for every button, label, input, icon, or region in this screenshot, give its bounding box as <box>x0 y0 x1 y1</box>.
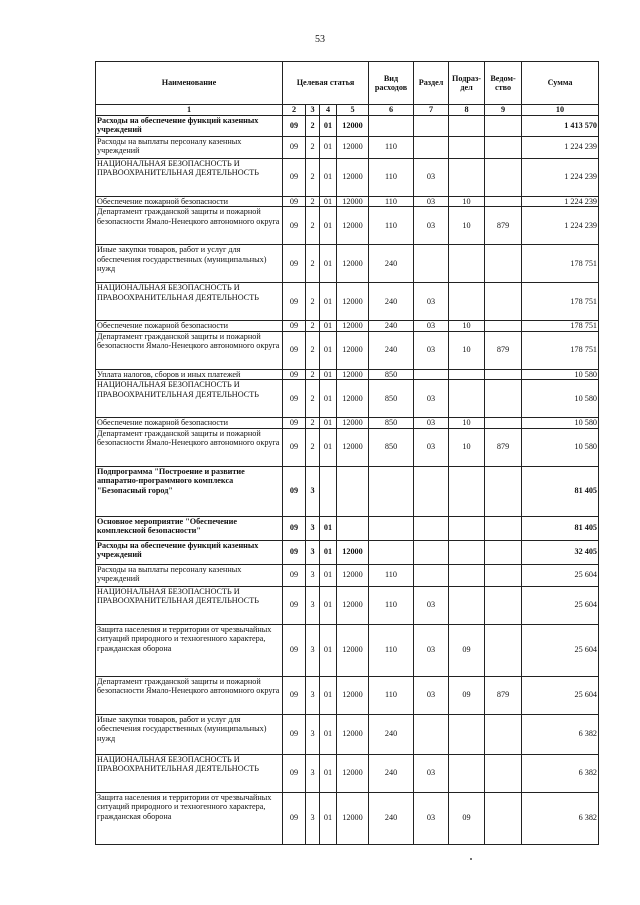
col-number: 3 <box>306 105 320 116</box>
row-section: 03 <box>414 586 449 624</box>
row-code-b: 3 <box>306 466 320 516</box>
table-row <box>96 418 599 429</box>
col-number: 8 <box>449 105 485 116</box>
row-subsection <box>449 158 485 196</box>
row-code-a: 09 <box>283 136 306 158</box>
row-expense-type <box>369 516 414 540</box>
row-sum: 1 413 570 <box>522 115 599 136</box>
row-section: 03 <box>414 158 449 196</box>
row-code-c: 01 <box>320 516 337 540</box>
header-section: Раздел <box>414 62 449 105</box>
row-expense-type: 110 <box>369 564 414 586</box>
row-sum: 10 580 <box>522 380 599 418</box>
row-section <box>414 245 449 283</box>
row-code-a: 09 <box>283 321 306 332</box>
row-code-d: 12000 <box>337 158 369 196</box>
row-name: Иные закупки товаров, работ и услуг для обеспечения государственных (муниципальных) нужд <box>96 714 283 754</box>
row-code-d: 12000 <box>337 115 369 136</box>
row-name: Иные закупки товаров, работ и услуг для обеспечения государственных (муниципальных) нужд <box>96 245 283 283</box>
row-code-a: 09 <box>283 564 306 586</box>
row-expense-type: 240 <box>369 792 414 844</box>
row-sum: 25 604 <box>522 676 599 714</box>
row-sum: 81 405 <box>522 466 599 516</box>
header-name: Наименование <box>96 62 283 105</box>
row-code-d: 12000 <box>337 136 369 158</box>
row-subsection <box>449 516 485 540</box>
row-code-c: 01 <box>320 540 337 564</box>
row-name: Расходы на выплаты персоналу казенных учреждений <box>96 564 283 586</box>
row-subsection: 09 <box>449 792 485 844</box>
row-department: 879 <box>485 331 522 369</box>
row-code-d <box>337 516 369 540</box>
row-subsection <box>449 245 485 283</box>
table-row <box>96 624 599 676</box>
table-row <box>96 158 599 196</box>
row-department <box>485 586 522 624</box>
row-code-a: 09 <box>283 207 306 245</box>
row-code-a: 09 <box>283 369 306 380</box>
row-code-b: 2 <box>306 331 320 369</box>
row-code-b: 3 <box>306 586 320 624</box>
row-expense-type: 240 <box>369 331 414 369</box>
row-code-c: 01 <box>320 624 337 676</box>
row-code-d: 12000 <box>337 540 369 564</box>
row-code-b: 2 <box>306 283 320 321</box>
row-department <box>485 466 522 516</box>
row-name: Департамент гражданской защиты и пожарной безопасности Ямало-Ненецкого автономного округа <box>96 676 283 714</box>
row-department <box>485 754 522 792</box>
row-code-d: 12000 <box>337 283 369 321</box>
row-code-a: 09 <box>283 466 306 516</box>
table-row <box>96 321 599 332</box>
row-code-d: 12000 <box>337 245 369 283</box>
row-expense-type: 110 <box>369 586 414 624</box>
row-expense-type: 110 <box>369 624 414 676</box>
col-number: 5 <box>337 105 369 116</box>
row-code-a: 09 <box>283 676 306 714</box>
row-department <box>485 380 522 418</box>
row-subsection <box>449 369 485 380</box>
row-name: Подпрограмма "Построение и развитие аппаратно-программного комплекса "Безопасный город" <box>96 466 283 516</box>
row-expense-type <box>369 115 414 136</box>
row-department <box>485 196 522 207</box>
row-subsection: 10 <box>449 428 485 466</box>
row-code-a: 09 <box>283 516 306 540</box>
row-name: НАЦИОНАЛЬНАЯ БЕЗОПАСНОСТЬ И ПРАВООХРАНИТЕЛЬНАЯ ДЕЯТЕЛЬНОСТЬ <box>96 380 283 418</box>
row-code-c: 01 <box>320 158 337 196</box>
row-department <box>485 540 522 564</box>
table-row <box>96 136 599 158</box>
row-name: НАЦИОНАЛЬНАЯ БЕЗОПАСНОСТЬ И ПРАВООХРАНИТЕЛЬНАЯ ДЕЯТЕЛЬНОСТЬ <box>96 158 283 196</box>
row-code-d: 12000 <box>337 418 369 429</box>
row-department: 879 <box>485 676 522 714</box>
row-code-b: 3 <box>306 624 320 676</box>
row-section <box>414 369 449 380</box>
row-code-a: 09 <box>283 115 306 136</box>
row-code-b: 2 <box>306 369 320 380</box>
row-subsection <box>449 380 485 418</box>
row-department <box>485 245 522 283</box>
row-department <box>485 115 522 136</box>
table-row <box>96 564 599 586</box>
col-number: 2 <box>283 105 306 116</box>
scan-dot <box>470 858 472 860</box>
row-code-a: 09 <box>283 792 306 844</box>
row-name: Обеспечение пожарной безопасности <box>96 418 283 429</box>
row-sum: 1 224 239 <box>522 136 599 158</box>
row-subsection: 09 <box>449 624 485 676</box>
row-sum: 25 604 <box>522 564 599 586</box>
table-row <box>96 586 599 624</box>
row-code-b: 2 <box>306 245 320 283</box>
row-code-d: 12000 <box>337 331 369 369</box>
row-code-b: 3 <box>306 676 320 714</box>
row-subsection <box>449 283 485 321</box>
col-number: 1 <box>96 105 283 116</box>
row-sum: 178 751 <box>522 245 599 283</box>
row-code-c: 01 <box>320 245 337 283</box>
row-code-c: 01 <box>320 115 337 136</box>
row-name: НАЦИОНАЛЬНАЯ БЕЗОПАСНОСТЬ И ПРАВООХРАНИТЕЛЬНАЯ ДЕЯТЕЛЬНОСТЬ <box>96 283 283 321</box>
row-expense-type: 110 <box>369 158 414 196</box>
row-code-c: 01 <box>320 283 337 321</box>
page-number: 53 <box>315 34 325 45</box>
row-subsection <box>449 754 485 792</box>
row-name: Обеспечение пожарной безопасности <box>96 321 283 332</box>
row-name: Расходы на выплаты персоналу казенных учреждений <box>96 136 283 158</box>
row-section: 03 <box>414 380 449 418</box>
row-code-b: 3 <box>306 540 320 564</box>
table-row <box>96 245 599 283</box>
row-section <box>414 466 449 516</box>
row-sum: 6 382 <box>522 792 599 844</box>
row-name: Защита населения и территории от чрезвычайных ситуаций природного и техногенного характера, гражданская оборона <box>96 624 283 676</box>
row-code-b: 2 <box>306 418 320 429</box>
row-code-b: 2 <box>306 321 320 332</box>
row-code-c: 01 <box>320 676 337 714</box>
row-expense-type: 850 <box>369 380 414 418</box>
row-sum: 10 580 <box>522 418 599 429</box>
row-code-a: 09 <box>283 428 306 466</box>
row-code-a: 09 <box>283 331 306 369</box>
header-department: Ведом-ство <box>485 62 522 105</box>
col-number: 9 <box>485 105 522 116</box>
row-sum: 178 751 <box>522 331 599 369</box>
row-expense-type: 850 <box>369 428 414 466</box>
table-row <box>96 792 599 844</box>
row-expense-type: 110 <box>369 136 414 158</box>
row-code-d: 12000 <box>337 380 369 418</box>
row-code-a: 09 <box>283 624 306 676</box>
row-sum: 178 751 <box>522 321 599 332</box>
row-sum: 1 224 239 <box>522 158 599 196</box>
row-code-c: 01 <box>320 136 337 158</box>
table-row <box>96 714 599 754</box>
row-section: 03 <box>414 283 449 321</box>
table-row <box>96 466 599 516</box>
row-code-d <box>337 466 369 516</box>
row-code-a: 09 <box>283 754 306 792</box>
row-code-d: 12000 <box>337 321 369 332</box>
table-row <box>96 516 599 540</box>
row-code-c: 01 <box>320 321 337 332</box>
table-row <box>96 754 599 792</box>
row-section <box>414 516 449 540</box>
table-row <box>96 207 599 245</box>
row-name: Расходы на обеспечение функций казенных учреждений <box>96 115 283 136</box>
row-department <box>485 624 522 676</box>
table-row <box>96 283 599 321</box>
row-section: 03 <box>414 676 449 714</box>
row-code-c: 01 <box>320 428 337 466</box>
row-code-c: 01 <box>320 418 337 429</box>
row-code-c: 01 <box>320 792 337 844</box>
row-expense-type: 110 <box>369 207 414 245</box>
row-name: НАЦИОНАЛЬНАЯ БЕЗОПАСНОСТЬ И ПРАВООХРАНИТЕЛЬНАЯ ДЕЯТЕЛЬНОСТЬ <box>96 586 283 624</box>
budget-table <box>95 61 599 845</box>
row-name: Обеспечение пожарной безопасности <box>96 196 283 207</box>
row-department <box>485 792 522 844</box>
row-code-a: 09 <box>283 540 306 564</box>
row-department <box>485 321 522 332</box>
row-department <box>485 418 522 429</box>
row-code-d: 12000 <box>337 586 369 624</box>
header-target-article: Целевая статья <box>283 62 369 105</box>
row-code-b: 3 <box>306 516 320 540</box>
row-department <box>485 283 522 321</box>
row-expense-type <box>369 540 414 564</box>
row-expense-type: 240 <box>369 283 414 321</box>
row-department: 879 <box>485 207 522 245</box>
row-code-a: 09 <box>283 380 306 418</box>
table-row <box>96 331 599 369</box>
row-code-a: 09 <box>283 158 306 196</box>
row-code-a: 09 <box>283 245 306 283</box>
row-section: 03 <box>414 428 449 466</box>
row-sum: 1 224 239 <box>522 207 599 245</box>
row-sum: 10 580 <box>522 428 599 466</box>
row-expense-type <box>369 466 414 516</box>
row-subsection <box>449 136 485 158</box>
row-subsection: 10 <box>449 321 485 332</box>
row-sum: 6 382 <box>522 754 599 792</box>
table-row <box>96 428 599 466</box>
col-number: 10 <box>522 105 599 116</box>
table-row <box>96 115 599 136</box>
row-code-d: 12000 <box>337 792 369 844</box>
col-number: 4 <box>320 105 337 116</box>
row-section: 03 <box>414 418 449 429</box>
row-section <box>414 115 449 136</box>
row-name: Департамент гражданской защиты и пожарной безопасности Ямало-Ненецкого автономного округа <box>96 428 283 466</box>
row-code-d: 12000 <box>337 714 369 754</box>
row-section: 03 <box>414 196 449 207</box>
row-name: Уплата налогов, сборов и иных платежей <box>96 369 283 380</box>
row-name: Основное мероприятие "Обеспечение комплексной безопасности" <box>96 516 283 540</box>
row-code-b: 2 <box>306 196 320 207</box>
row-code-c: 01 <box>320 196 337 207</box>
row-code-c: 01 <box>320 331 337 369</box>
row-expense-type: 240 <box>369 245 414 283</box>
row-code-c: 01 <box>320 754 337 792</box>
row-sum: 10 580 <box>522 369 599 380</box>
row-code-b: 3 <box>306 792 320 844</box>
row-sum: 32 405 <box>522 540 599 564</box>
col-number: 7 <box>414 105 449 116</box>
row-code-a: 09 <box>283 196 306 207</box>
row-code-d: 12000 <box>337 624 369 676</box>
row-subsection: 10 <box>449 418 485 429</box>
row-code-b: 3 <box>306 754 320 792</box>
row-code-c: 01 <box>320 207 337 245</box>
row-name: Департамент гражданской защиты и пожарной безопасности Ямало-Ненецкого автономного округа <box>96 331 283 369</box>
table-row <box>96 369 599 380</box>
row-code-d: 12000 <box>337 676 369 714</box>
row-sum: 25 604 <box>522 624 599 676</box>
row-code-b: 2 <box>306 115 320 136</box>
row-expense-type: 110 <box>369 676 414 714</box>
row-code-c: 01 <box>320 380 337 418</box>
header-subsection: Подраз-дел <box>449 62 485 105</box>
table-row <box>96 540 599 564</box>
row-code-c: 01 <box>320 369 337 380</box>
row-expense-type: 110 <box>369 196 414 207</box>
row-subsection <box>449 564 485 586</box>
row-subsection: 10 <box>449 207 485 245</box>
row-sum: 178 751 <box>522 283 599 321</box>
row-subsection <box>449 466 485 516</box>
row-code-d: 12000 <box>337 428 369 466</box>
row-department <box>485 564 522 586</box>
row-code-d: 12000 <box>337 196 369 207</box>
row-code-d: 12000 <box>337 207 369 245</box>
row-code-a: 09 <box>283 586 306 624</box>
row-expense-type: 850 <box>369 369 414 380</box>
row-code-c: 01 <box>320 586 337 624</box>
row-code-b: 2 <box>306 428 320 466</box>
row-subsection: 09 <box>449 676 485 714</box>
row-subsection <box>449 586 485 624</box>
row-code-d: 12000 <box>337 369 369 380</box>
row-subsection: 10 <box>449 196 485 207</box>
row-subsection <box>449 714 485 754</box>
row-code-a: 09 <box>283 714 306 754</box>
column-number-row <box>96 105 599 116</box>
row-section <box>414 714 449 754</box>
row-department <box>485 136 522 158</box>
row-department <box>485 516 522 540</box>
col-number: 6 <box>369 105 414 116</box>
row-department <box>485 158 522 196</box>
row-expense-type: 240 <box>369 754 414 792</box>
row-section: 03 <box>414 207 449 245</box>
row-subsection <box>449 540 485 564</box>
row-department <box>485 369 522 380</box>
header-expense-type: Вид расходов <box>369 62 414 105</box>
row-code-d: 12000 <box>337 564 369 586</box>
row-sum: 1 224 239 <box>522 196 599 207</box>
row-expense-type: 240 <box>369 321 414 332</box>
row-code-a: 09 <box>283 283 306 321</box>
row-name: Защита населения и территории от чрезвычайных ситуаций природного и техногенного характера, гражданская оборона <box>96 792 283 844</box>
row-name: Расходы на обеспечение функций казенных учреждений <box>96 540 283 564</box>
row-code-b: 2 <box>306 158 320 196</box>
row-code-c: 01 <box>320 564 337 586</box>
table-row <box>96 380 599 418</box>
table-row <box>96 196 599 207</box>
row-section <box>414 564 449 586</box>
row-expense-type: 850 <box>369 418 414 429</box>
row-code-b: 3 <box>306 714 320 754</box>
row-code-b: 2 <box>306 136 320 158</box>
row-subsection: 10 <box>449 331 485 369</box>
row-code-b: 2 <box>306 380 320 418</box>
row-sum: 81 405 <box>522 516 599 540</box>
row-department: 879 <box>485 428 522 466</box>
row-code-b: 2 <box>306 207 320 245</box>
row-section: 03 <box>414 792 449 844</box>
row-expense-type: 240 <box>369 714 414 754</box>
row-code-c <box>320 466 337 516</box>
row-name: НАЦИОНАЛЬНАЯ БЕЗОПАСНОСТЬ И ПРАВООХРАНИТЕЛЬНАЯ ДЕЯТЕЛЬНОСТЬ <box>96 754 283 792</box>
row-section: 03 <box>414 321 449 332</box>
row-name: Департамент гражданской защиты и пожарной безопасности Ямало-Ненецкого автономного округа <box>96 207 283 245</box>
row-sum: 6 382 <box>522 714 599 754</box>
row-code-c: 01 <box>320 714 337 754</box>
row-subsection <box>449 115 485 136</box>
header-row <box>96 62 599 105</box>
row-section: 03 <box>414 754 449 792</box>
row-code-d: 12000 <box>337 754 369 792</box>
header-sum: Сумма <box>522 62 599 105</box>
table-row <box>96 676 599 714</box>
row-code-a: 09 <box>283 418 306 429</box>
row-sum: 25 604 <box>522 586 599 624</box>
row-code-b: 3 <box>306 564 320 586</box>
row-section <box>414 136 449 158</box>
row-section: 03 <box>414 331 449 369</box>
row-section <box>414 540 449 564</box>
row-section: 03 <box>414 624 449 676</box>
row-department <box>485 714 522 754</box>
